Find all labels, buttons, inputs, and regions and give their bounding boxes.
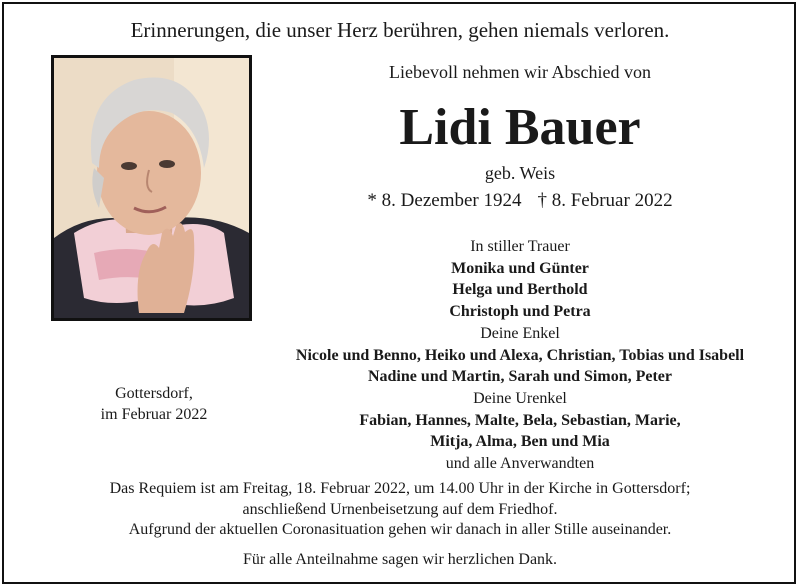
farewell-line: Liebevoll nehmen wir Abschied von — [389, 62, 651, 82]
great-grandchildren-line: Fabian, Hannes, Malte, Bela, Sebastian, Marie, — [359, 411, 681, 429]
life-dates — [300, 190, 740, 212]
notice-line: anschließend Urnenbeisetzung auf dem Friedhof. — [242, 500, 558, 518]
grandchildren-line: Nadine und Martin, Sarah und Simon, Peter — [367, 368, 673, 386]
grandchildren-label: Deine Enkel — [480, 324, 560, 342]
notice-line: Aufgrund der aktuellen Coronasituation gehen wir danach in aller Stille auseinander. — [128, 521, 672, 538]
portrait-photo — [51, 55, 252, 321]
maiden-name: geb. Weis — [484, 163, 556, 183]
child-couple: Helga und Berthold — [452, 281, 588, 299]
thanks-line: Für alle Anteilnahme sagen wir herzlichen Dank. — [242, 551, 558, 568]
notice-line: Das Requiem ist am Freitag, 18. Februar 2022, um 14.00 Uhr in der Kirche in Gottersdorf; — [109, 480, 691, 497]
place-town: Gottersdorf, — [115, 385, 193, 402]
child-couple: Monika und Günter — [451, 259, 589, 277]
place-and-date — [70, 383, 238, 425]
great-grandchildren-label: Deine Urenkel — [473, 389, 567, 407]
funeral-notice — [0, 479, 800, 541]
place-date: im Februar 2022 — [100, 406, 208, 423]
birth-date: * 8. Dezember 1924 — [367, 190, 522, 211]
great-grandchildren-line: Mitja, Alma, Ben und Mia — [430, 433, 610, 451]
child-couple: Christoph und Petra — [449, 303, 591, 321]
relatives-line: und alle Anverwandten — [445, 455, 595, 473]
mourners-block — [240, 236, 800, 475]
deceased-name: Lidi Bauer — [399, 99, 641, 156]
grandchildren-line: Nicole und Benno, Heiko und Alexa, Christian, Tobias und Isabell — [295, 346, 745, 364]
motto: Erinnerungen, die unser Herz berühren, gehen niemals verloren. — [130, 18, 670, 42]
mourning-intro: In stiller Trauer — [470, 238, 570, 255]
death-date: † 8. Februar 2022 — [537, 190, 673, 211]
